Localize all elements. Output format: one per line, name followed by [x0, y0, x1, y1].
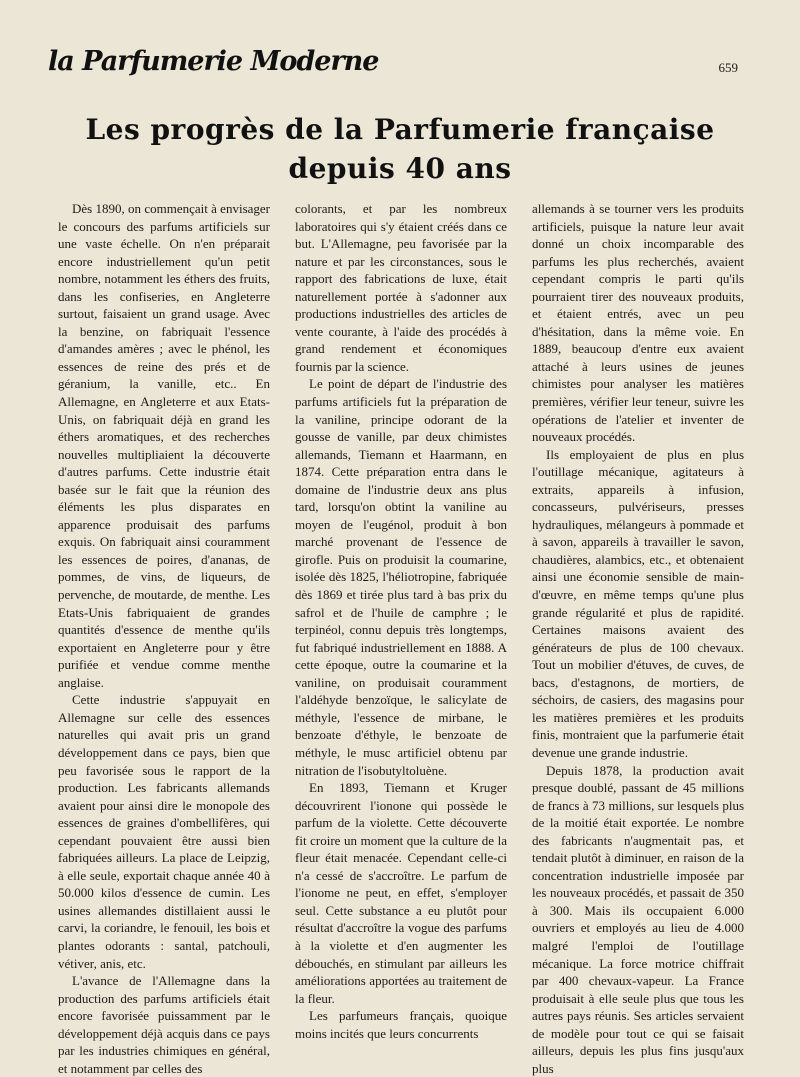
text-column-2 [295, 200, 507, 990]
article-title-line-1: Les progrès de la Parfumerie française [40, 110, 760, 149]
article-title [40, 110, 760, 188]
masthead-logo: la Parfumerie Moderne [48, 46, 379, 77]
text-column-1 [58, 200, 270, 990]
paragraph: L'avance de l'Allemagne dans la production des parfums artificiels était encore favorisée puissamment par le développement déjà acquis dans ce pays par les industries chimiques en général, et notamment par celles des [58, 972, 270, 1077]
paragraph: En 1893, Tiemann et Kruger découvrirent l'ionone qui possède le parfum de la violette. Cette découverte fit croire un moment que la culture de la fleur était menacée. Cependant celle-ci n'a cessé de s'accroître. Le parfum de l'ionome ne peut, en effet, s'employer seul. Cette substance a eu plutôt pour résultat d'accroître la vogue des parfums à la violette et d'en augmenter les débouchés, en stimulant par ailleurs les améliorations apportées au traitement de la fleur. [295, 779, 507, 1007]
paragraph: Les parfumeurs français, quoique moins incités que leurs concurrents [295, 1007, 507, 1042]
article-title-line-2: depuis 40 ans [40, 149, 760, 188]
article-body [58, 200, 744, 990]
paragraph: Ils employaient de plus en plus l'outillage mécanique, agitateurs à extraits, appareils à infusion, concasseurs, pulvériseurs, presses hydrauliques, mélangeurs à pommade et à savon, appareils à travailler le savon, chaudières, alambics, etc., et obtenaient ainsi une économie sensible de main-d'œuvre, en même temps qu'une plus grande régularité et plus de rapidité. Certaines maisons avaient des générateurs de plus de 100 chevaux. Tout un mobilier d'étuves, de cuves, de bacs, d'estagnons, de mortiers, de séchoirs, de casiers, des magasins pour les matières premières et les produits finis, montraient que la parfumerie était devenue une grande industrie. [532, 446, 744, 762]
text-column-3 [532, 200, 744, 990]
paragraph: Cette industrie s'appuyait en Allemagne sur celle des essences naturelles qui avait pris un grand développement dans ce pays, bien que peu favorisée sous le rapport de la production. Les fabricants allemands avaient pour ainsi dire le monopole des essences de graines d'ombellifères, qui cependant pouvaient être aussi bien fabriquées ailleurs. La place de Leipzig, à elle seule, exportait chaque année 40 à 50.000 kilos d'essence de cumin. Les usines allemandes distillaient aussi le carvi, la coriandre, le fenouil, les bois et plantes odorants : santal, patchouli, vétiver, anis, etc. [58, 691, 270, 972]
paragraph: Depuis 1878, la production avait presque doublé, passant de 45 millions de francs à 73 millions, sur lesquels plus de la moitié était exportée. Le nombre des fabricants n'augmentait pas, et tendait plutôt à diminuer, en raison de la concentration industrielle imposée par les nouveaux procédés, et passait de 350 à 300. Mais ils occupaient 6.000 ouvriers et employés au lieu de 4.000 malgré l'emploi de l'outillage mécanique. La force motrice chiffrait par 400 chevaux-vapeur. La France produisait à elle seule plus que tous les autres pays réunis. Ses articles servaient de modèle pour tout ce qui se faisait ailleurs, depuis les plus fins jusqu'aux plus [532, 762, 744, 1077]
paragraph: Dès 1890, on commençait à envisager le concours des parfums artificiels sur une vaste échelle. On n'en préparait encore industriellement qu'un petit nombre, notamment les éthers des fruits, dans les confiseries, en Angleterre surtout, faisaient un grand usage. Avec la benzine, on fabriquait l'essence d'amandes amères ; avec le phénol, les essences de reine des prés et de géranium, la vanille, etc.. En Allemagne, en Angleterre et aux Etats-Unis, on fabriquait déjà en grand les éthers aromatiques, et des recherches nouvelles multipliaient la découverte d'autres parfums. Cette industrie était basée sur le fait que la réunion des éléments les plus disparates en apparence produisait des parfums exquis. On fabriquait ainsi couramment les essences de poires, d'ananas, de pommes, de vins, de liqueurs, de pervenche, de moutarde, de menthe. Les Etats-Unis fabriquaient de grandes quantités d'essence de menthe qu'ils exportaient en Angleterre pour y être purifiée et vendue comme menthe anglaise. [58, 200, 270, 691]
paragraph: Le point de départ de l'industrie des parfums artificiels fut la préparation de la vaniline, principe odorant de la gousse de vanille, par deux chimistes allemands, Tiemann et Haarmann, en 1874. Cette préparation entra dans le domaine de l'industrie deux ans plus tard, lorsqu'on obtint la vaniline au moyen de l'eugénol, produit à bon marché provenant de l'essence de girofle. Puis on produisit la coumarine, isolée dès 1825, l'héliotropine, fabriquée dès 1869 et tirée plus tard à bas prix du safrol et de l'huile de camphre ; le terpinéol, connu depuis très longtemps, fut fabriqué industriellement en 1888. A cette époque, outre la coumarine et la vaniline, on produisait couramment l'aldéhyde benzoïque, le salicylate de méthyle, l'essence de mirbane, le benzoate d'éthyle, le benzoate de méthyle, le musc artificiel obtenu par nitration de l'isobutyltoluène. [295, 375, 507, 779]
paragraph: allemands à se tourner vers les produits artificiels, puisque la nature leur avait donné un choix incomparable des parfums les plus recherchés, avaient cependant compris le parti qu'ils pourraient tirer des nouveaux produits, et étaient entrés, avec un peu d'hésitation, dans la même voie. En 1889, beaucoup d'entre eux avaient attaché à leurs usines de jeunes chimistes pour analyser les matières premières, vérifier leur teneur, suivre les opérations de l'atelier et inventer de nouveaux procédés. [532, 200, 744, 446]
paragraph: colorants, et par les nombreux laboratoires qui s'y étaient créés dans ce but. L'Allemagne, peu favorisée par la nature et par les circonstances, sous le rapport des fabrications de luxe, était naturellement portée à s'adonner aux productions industrielles des articles de vente courante, à l'aide des procédés à grand rendement et économiques fournis par la science. [295, 200, 507, 375]
page-number: 659 [719, 60, 739, 76]
